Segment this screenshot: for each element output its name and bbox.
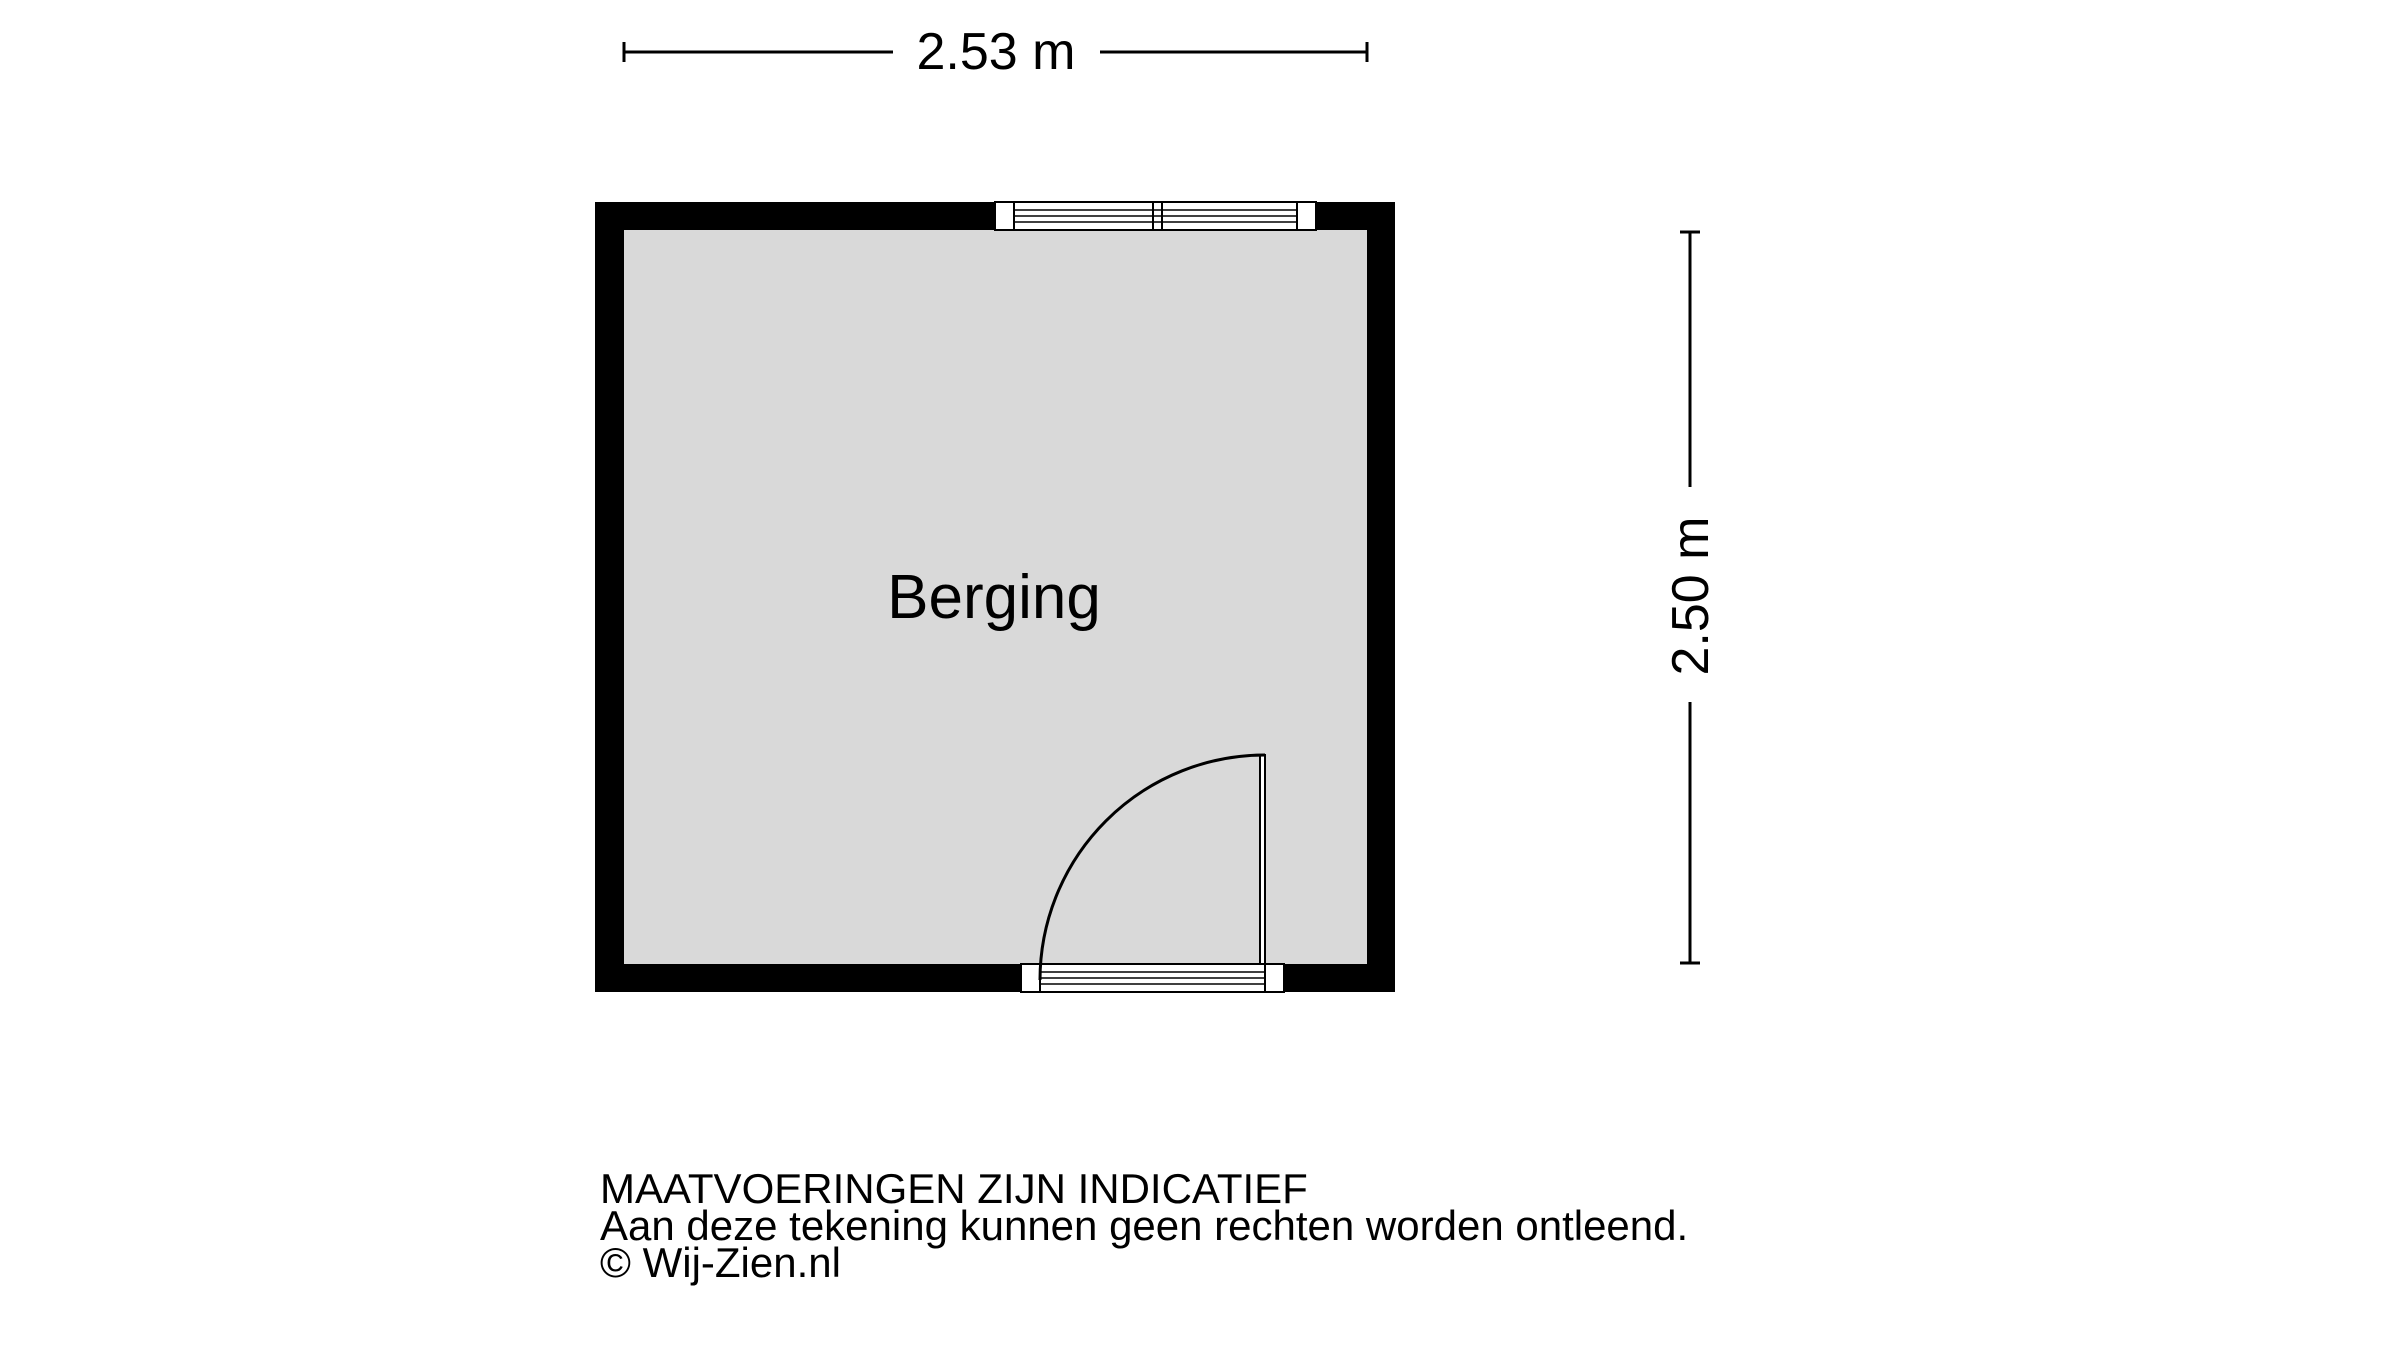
copyright-text: © Wij-Zien.nl [600,1239,841,1286]
disclaimer-text: Aan deze tekening kunnen geen rechten worden ontleend. [600,1202,1689,1249]
wall-bottom-right [1284,964,1395,992]
wall-left [595,202,624,992]
wall-right [1367,202,1395,992]
height-label: 2.50 m [1662,516,1720,676]
disclaimer-notes [600,1165,2000,1286]
window [995,202,1316,230]
door-leaf [1260,755,1265,964]
room-label: Berging [887,563,1101,632]
width-label: 2.53 m [916,23,1076,81]
wall-top-left [595,202,995,230]
wall-bottom-left [595,964,1021,992]
disclaimer-heading: MAATVOERINGEN ZIJN INDICATIEF [600,1165,1308,1212]
